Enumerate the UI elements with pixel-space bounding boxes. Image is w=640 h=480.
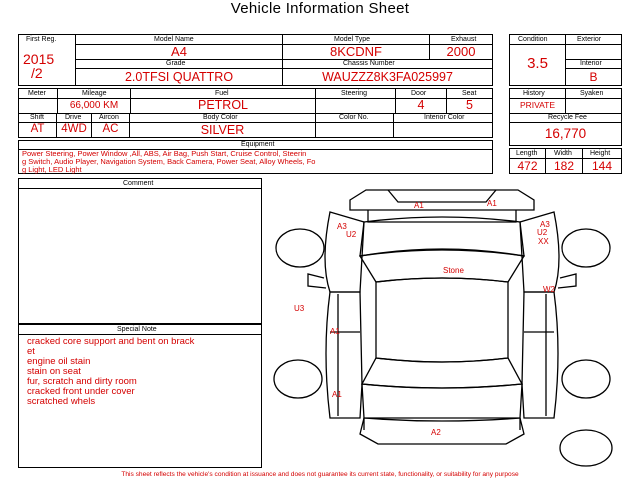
color-no-label: Color No. bbox=[339, 114, 369, 121]
width-label: Width bbox=[554, 150, 572, 157]
steering-label: Steering bbox=[341, 90, 368, 97]
exhaust-value: 2000 bbox=[446, 44, 476, 59]
disclaimer-footer: This sheet reflects the vehicle's condition at issuance and does not guarantee its current state, functionality, or suitability for any purpose bbox=[121, 471, 519, 478]
damage-mark-a1-left-rear-door: A1 bbox=[332, 390, 342, 399]
history-block bbox=[509, 88, 622, 146]
door-value: 4 bbox=[417, 98, 425, 112]
interior-value: B bbox=[589, 70, 598, 84]
special-note-line: cracked core support and bent on brack bbox=[27, 336, 195, 347]
history-value: PRIVATE bbox=[519, 100, 556, 110]
condition-label: Condition bbox=[518, 36, 548, 43]
roof bbox=[376, 278, 508, 362]
front-right-wheel bbox=[562, 229, 610, 267]
special-note-line: fur, scratch and dirty room bbox=[27, 376, 137, 387]
dimensions-block bbox=[509, 148, 622, 174]
drive-label: Drive bbox=[65, 114, 82, 121]
rear-window bbox=[362, 358, 522, 388]
front-left-wheel bbox=[276, 229, 324, 267]
condition-value: 3.5 bbox=[527, 55, 548, 72]
chassis-number-label: Chassis Number bbox=[343, 60, 395, 67]
car-diagram bbox=[268, 182, 618, 468]
first-reg-year: 2015 bbox=[23, 51, 55, 67]
rear-bumper bbox=[360, 418, 524, 444]
width-value: 182 bbox=[553, 159, 575, 173]
condition-block bbox=[509, 34, 622, 86]
mileage-label: Mileage bbox=[82, 90, 107, 97]
trunk bbox=[362, 384, 522, 421]
seat-label: Seat bbox=[462, 90, 477, 97]
comment-label: Comment bbox=[123, 180, 154, 187]
damage-mark-a1-left-front-door: A1 bbox=[330, 327, 340, 336]
door-label: Door bbox=[411, 90, 427, 97]
seat-value: 5 bbox=[466, 98, 473, 112]
chassis-number-value: WAUZZZ8K3FA025997 bbox=[322, 70, 453, 84]
special-note-label: Special Note bbox=[117, 326, 157, 333]
drive-value: 4WD bbox=[61, 123, 87, 135]
fuel-label: Fuel bbox=[215, 90, 229, 97]
equipment-label: Equipment bbox=[241, 141, 275, 148]
special-note-box bbox=[18, 324, 262, 468]
recycle-fee-value: 16,770 bbox=[544, 126, 587, 141]
special-note-line: engine oil stain bbox=[27, 356, 91, 367]
specs-block bbox=[18, 88, 493, 138]
length-label: Length bbox=[516, 150, 538, 157]
length-value: 472 bbox=[517, 159, 538, 173]
damage-mark-u2-left: U2 bbox=[346, 230, 357, 239]
left-side-body bbox=[326, 292, 362, 418]
interior-color-label: Interior Color bbox=[424, 114, 465, 121]
special-note-line: cracked front under cover bbox=[27, 386, 135, 397]
right-side-body bbox=[522, 292, 558, 418]
special-note-line: scratched whels bbox=[27, 396, 96, 407]
damage-mark-a3-right: A3 bbox=[540, 220, 550, 229]
grade-value: 2.0TFSI QUATTRO bbox=[124, 70, 234, 84]
left-mirror bbox=[308, 274, 326, 288]
first-reg-month: /2 bbox=[31, 65, 43, 81]
damage-mark-a2-rear: A2 bbox=[431, 428, 441, 437]
model-type-value: 8KCDNF bbox=[329, 44, 382, 59]
syaken-label: Syaken bbox=[580, 90, 604, 97]
damage-mark-a1-front-right: A1 bbox=[487, 199, 497, 208]
damage-mark-w2: W2 bbox=[543, 285, 555, 294]
exhaust-label: Exhaust bbox=[451, 36, 477, 43]
equipment-line-1: Power Steering, Power Window ,All, ABS, Air Bag, Push Start, Cruise Control, Steerin bbox=[22, 149, 307, 158]
height-label: Height bbox=[590, 150, 611, 157]
meter-label: Meter bbox=[28, 90, 46, 97]
exterior-label: Exterior bbox=[577, 36, 602, 43]
shift-label: Shift bbox=[30, 114, 45, 121]
recycle-fee-label: Recycle Fee bbox=[548, 114, 587, 121]
history-label: History bbox=[523, 90, 545, 97]
damage-mark-u3: U3 bbox=[294, 304, 305, 313]
aircon-value: AC bbox=[102, 123, 119, 135]
model-name-label: Model Name bbox=[154, 36, 194, 43]
height-value: 144 bbox=[591, 159, 613, 173]
damage-mark-stone: Stone bbox=[443, 266, 464, 275]
rear-right-wheel bbox=[562, 360, 610, 398]
front-bumper bbox=[350, 190, 534, 210]
windshield bbox=[360, 250, 524, 282]
damage-mark-a3-left: A3 bbox=[337, 222, 347, 231]
spare-wheel bbox=[560, 430, 612, 466]
equipment-line-3: g Light, LED Light bbox=[22, 165, 82, 174]
damage-mark-u2-right: U2 bbox=[537, 228, 548, 237]
model-name-value: A4 bbox=[171, 44, 187, 59]
equipment-line-2: g Switch, Audio Player, Navigation System, Back Camera, Power Seat, Alloy Wheels, Fo bbox=[22, 157, 316, 166]
body-color-value: SILVER bbox=[200, 123, 245, 137]
aircon-label: Aircon bbox=[99, 114, 119, 121]
equipment-block bbox=[18, 140, 493, 174]
interior-label: Interior bbox=[580, 60, 602, 67]
first-reg-cell bbox=[18, 34, 76, 86]
special-note-line: et bbox=[27, 346, 35, 357]
fuel-value: PETROL bbox=[197, 98, 248, 112]
first-reg-label: First Reg. bbox=[26, 36, 57, 43]
shift-value: AT bbox=[30, 123, 45, 135]
grade-label: Grade bbox=[166, 60, 186, 67]
damage-mark-xx: XX bbox=[538, 237, 549, 246]
model-grade-block bbox=[75, 34, 493, 86]
sheet-title: Vehicle Information Sheet bbox=[230, 0, 410, 17]
body-color-label: Body Color bbox=[203, 114, 238, 121]
right-mirror bbox=[558, 274, 576, 288]
rear-left-wheel bbox=[274, 360, 322, 398]
comment-box bbox=[18, 178, 262, 324]
damage-mark-a1-front-left: A1 bbox=[414, 201, 424, 210]
special-note-line: stain on seat bbox=[27, 366, 81, 377]
model-type-label: Model Type bbox=[334, 36, 371, 43]
mileage-value: 66,000 KM bbox=[69, 100, 119, 111]
